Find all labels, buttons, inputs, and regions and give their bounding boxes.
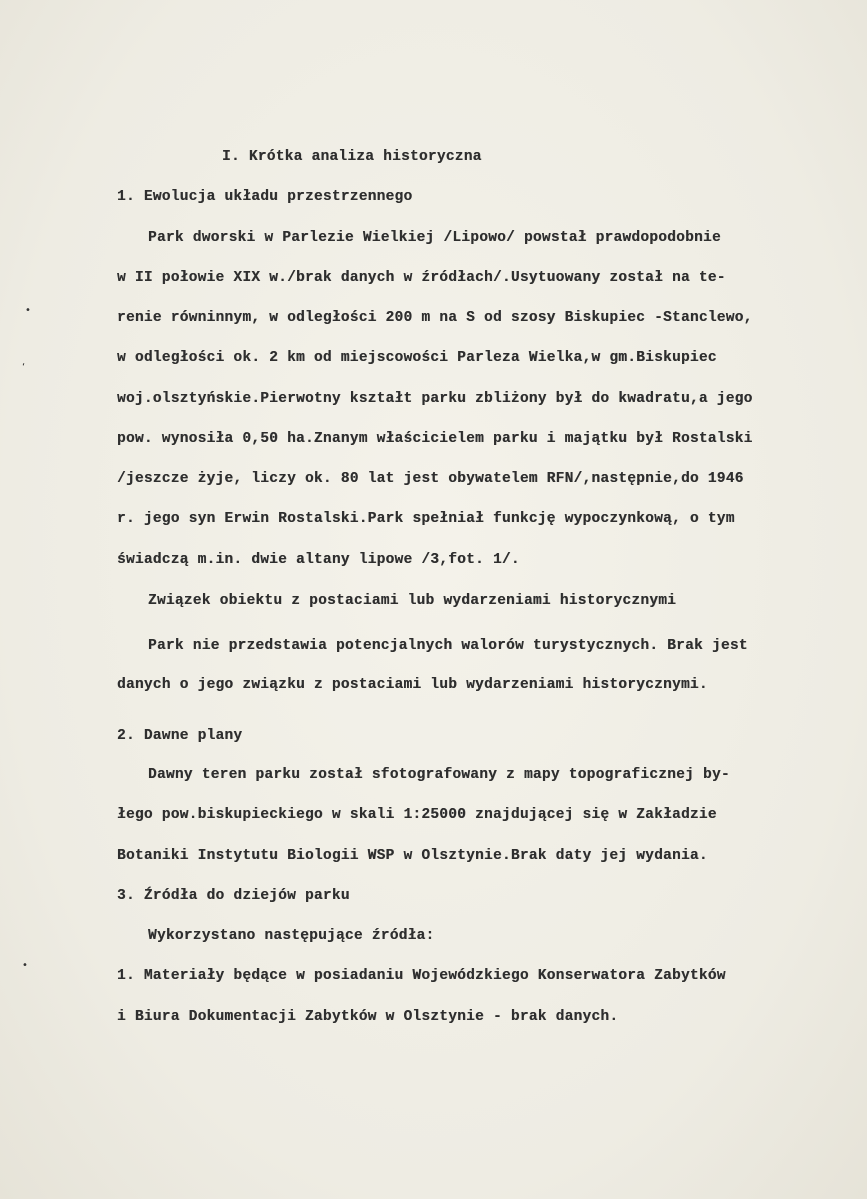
section-2-title: 2. Dawne plany (117, 728, 243, 744)
paragraph-line: w odległości ok. 2 km od miejscowości Parleza Wielka,w gm.Biskupiec (117, 350, 717, 366)
paragraph-line: Dawny teren parku został sfotografowany z mapy topograficznej by- (148, 767, 730, 783)
list-item: 1. Materiały będące w posiadaniu Wojewódzkiego Konserwatora Zabytków (117, 968, 726, 984)
section-1-title: 1. Ewolucja układu przestrzennego (117, 189, 413, 205)
paragraph-line: pow. wynosiła 0,50 ha.Znanym właścicielem parku i majątku był Rostalski (117, 431, 753, 447)
list-item: i Biura Dokumentacji Zabytków w Olsztynie - brak danych. (117, 1009, 619, 1025)
paragraph-line: Park nie przedstawia potencjalnych walorów turystycznych. Brak jest (148, 638, 748, 654)
paragraph-line: woj.olsztyńskie.Pierwotny kształt parku zbliżony był do kwadratu,a jego (117, 391, 753, 407)
paragraph-line: w II połowie XIX w./brak danych w źródłach/.Usytuowany został na te- (117, 270, 726, 286)
section-1-subtitle: Związek obiektu z postaciami lub wydarzeniami historycznymi (148, 593, 677, 609)
section-3-title: 3. Źródła do dziejów parku (117, 888, 350, 904)
paragraph-line: r. jego syn Erwin Rostalski.Park spełniał funkcję wypoczynkową, o tym (117, 511, 735, 527)
paragraph-line: świadczą m.in. dwie altany lipowe /3,fot. 1/. (117, 552, 520, 568)
document-heading: I. Krótka analiza historyczna (222, 149, 482, 165)
paragraph-line: danych o jego związku z postaciami lub wydarzeniami historycznymi. (117, 677, 708, 693)
margin-mark: • (22, 960, 28, 971)
section-3-intro: Wykorzystano następujące źródła: (148, 928, 435, 944)
paragraph-line: Botaniki Instytutu Biologii WSP w Olsztynie.Brak daty jej wydania. (117, 848, 708, 864)
paragraph-line: /jeszcze żyje, liczy ok. 80 lat jest obywatelem RFN/,następnie,do 1946 (117, 471, 744, 487)
margin-mark: • (25, 305, 31, 316)
paragraph-line: łego pow.biskupieckiego w skali 1:25000 znajdującej się w Zakładzie (117, 807, 717, 823)
paragraph-line: renie równinnym, w odległości 200 m na S od szosy Biskupiec -Stanclewo, (117, 310, 753, 326)
margin-mark: ‘ (22, 362, 26, 373)
paragraph-line: Park dworski w Parlezie Wielkiej /Lipowo/ powstał prawdopodobnie (148, 230, 721, 246)
